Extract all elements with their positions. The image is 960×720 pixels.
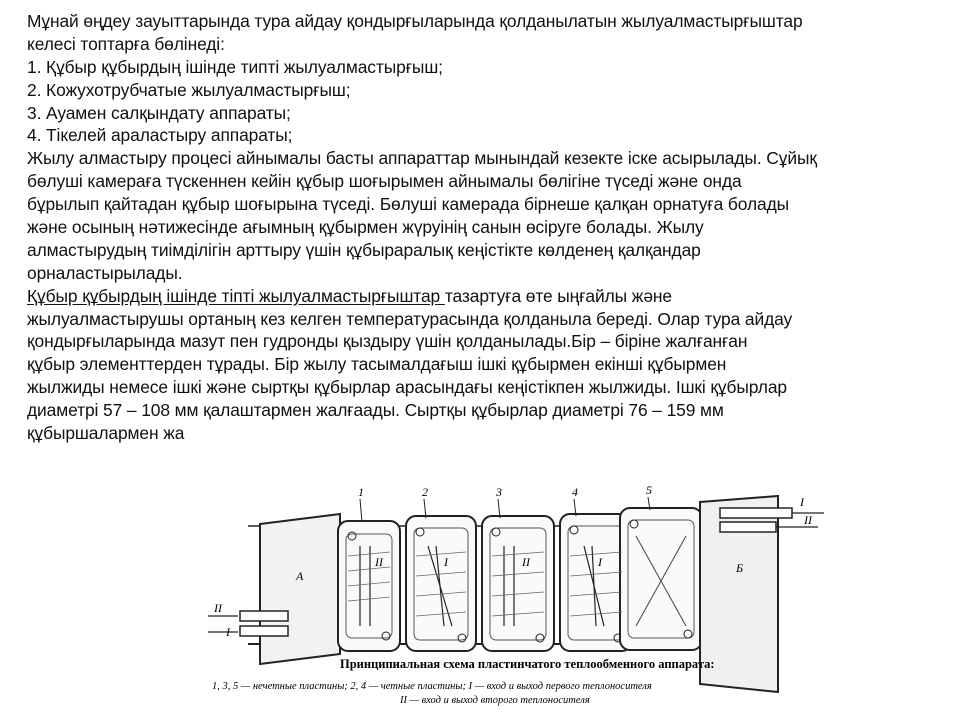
plate-mark-4: I [598, 555, 602, 569]
body-text [27, 10, 937, 445]
text-line: бұрылып қайтадан құбыр шоғырына түседі. Бөлуші камерада бірнеше қалқан орнатуға болады [27, 194, 790, 215]
text-line: құбыр элементтерден тұрады. Бір жылу тасымалдағыш ішкі құбырмен екінші құбырмен [27, 354, 727, 375]
list-item: 3. Ауамен салқындату аппараты; [27, 102, 291, 123]
plate-number-1: 1 [358, 485, 364, 499]
flow-label-right-bottom: II [804, 513, 812, 527]
plate-2 [406, 516, 476, 651]
figure-caption-title: Принципиальная схема пластинчатого теплообменного аппарата: [340, 657, 715, 671]
plate-1 [338, 521, 400, 651]
plate-number-3: 3 [496, 485, 502, 499]
figure-caption-line-1: 1, 3, 5 — нечетные пластины; 2, 4 — четные пластины; I — вход и выход первого теплоносителя [212, 681, 652, 692]
inlet-pipe-bottom [240, 626, 288, 636]
text-line: қондырғыларында мазут пен гудронды қыздыру үшін қолданылады.Бір – біріне жалғанған [27, 331, 748, 352]
plate-number-2: 2 [422, 485, 428, 499]
text-line: және осының нәтижесінде ағымның құбырмен жүруінің санын өсіруге болады. Жылу [27, 217, 704, 238]
text-line: Жылу алмастыру процесі айнымалы басты аппараттар мынындай кезекте іске асырылады. Сұйық [27, 148, 817, 169]
plate-mark-1: II [375, 555, 383, 569]
paragraph-lead-line [27, 285, 937, 308]
outlet-pipe-top [720, 508, 792, 518]
left-block-label: А [296, 569, 304, 583]
list-item: 1. Құбыр құбырдың ішінде типті жылуалмастырғыш; [27, 56, 443, 77]
right-block-label: Б [736, 561, 744, 575]
text-line: алмастырудың тиімділігін арттыру үшін құбыраралық кеңістікте көлденең қалқандар [27, 239, 701, 260]
lead-rest: тазартуға өте ыңғайлы және [444, 285, 672, 306]
text-line: диаметрі 57 – 108 мм қалаштармен жалғаады. Сыртқы құбырлар диаметрі 76 – 159 мм [27, 400, 724, 421]
list-item: 4. Тікелей араластыру аппараты; [27, 125, 293, 146]
plate-mark-3: II [522, 555, 530, 569]
left-pressure-plate [260, 514, 340, 664]
heat-exchanger-figure [200, 476, 960, 720]
plate-number-5: 5 [646, 483, 652, 497]
text-line: бөлуші камераға түскеннен кейін құбыр шоғырымен айнымалы бөлігіне түседі және онда [27, 171, 742, 192]
text-line: жылжиды немесе ішкі және сыртқы құбырлар арасындағы кеңістікпен жылжиды. Ішкі құбырлар [27, 377, 787, 398]
plate-mark-2: I [444, 555, 448, 569]
text-line: Мұнай өңдеу зауыттарында тура айдау қондырғыларында қолданылатын жылуалмастырғыштар [27, 11, 803, 31]
text-line: құбыршалармен жа [27, 423, 185, 444]
flow-label-left-bottom: I [226, 625, 230, 639]
flow-label-left-top: II [214, 601, 222, 615]
figure-caption-line-2: II — вход и выход второго теплоносителя [400, 695, 590, 706]
outlet-pipe-bottom [720, 522, 776, 532]
underlined-term: Құбыр құбырдың ішінде тіпті жылуалмастырғыштар [27, 285, 445, 306]
flow-label-right-top: I [800, 495, 804, 509]
text-line: орналастырылады. [27, 262, 183, 283]
inlet-pipe-top [240, 611, 288, 621]
text-line: жылуалмастырушы ортаның кез келген температурасында қолданыла береді. Олар тура айдау [27, 308, 793, 329]
text-line: келесі топтарға бөлінеді: [27, 33, 225, 54]
plate-5 [620, 508, 702, 650]
plate-3 [482, 516, 554, 651]
list-item: 2. Кожухотрубчатые жылуалмастырғыш; [27, 79, 351, 100]
plate-number-4: 4 [572, 485, 578, 499]
